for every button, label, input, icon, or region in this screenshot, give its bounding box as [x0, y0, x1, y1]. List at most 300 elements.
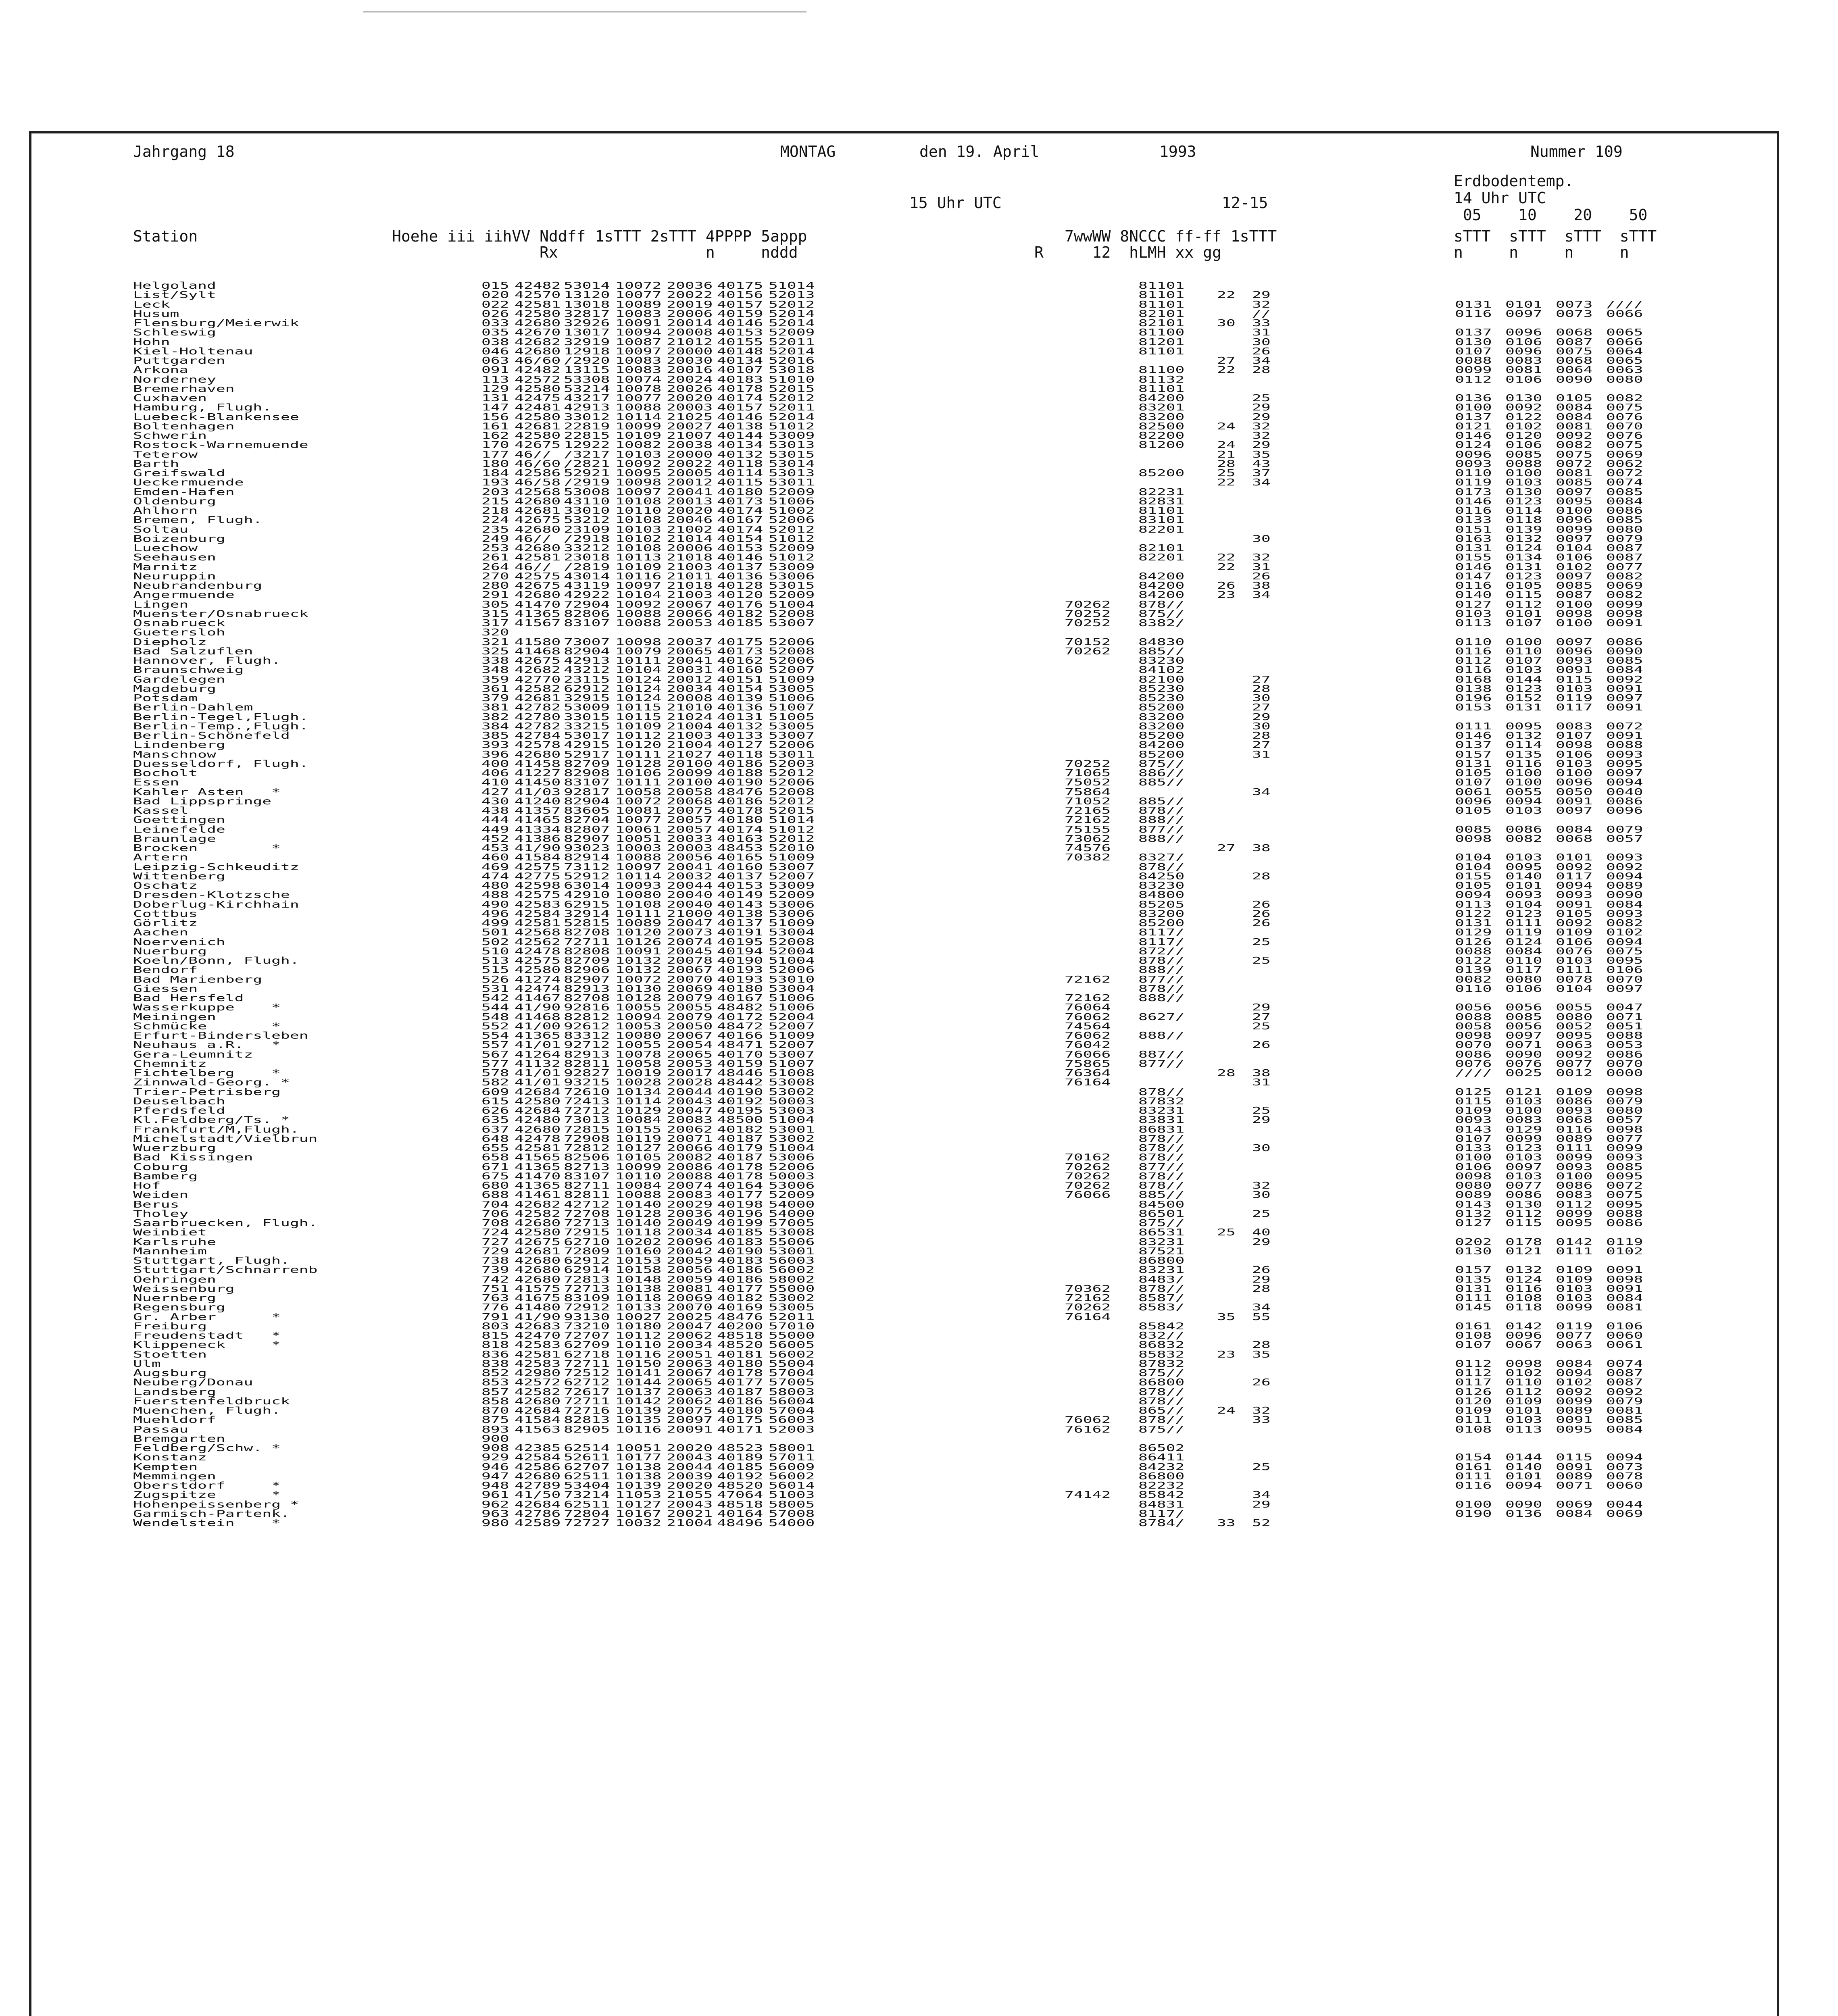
table-cell: 877//: [1138, 974, 1185, 985]
table-cell: 20067: [667, 1368, 713, 1379]
table-cell: Bad Hersfeld: [133, 993, 244, 1004]
table-cell: 10114: [615, 411, 662, 423]
table-cell: 8327/: [1138, 852, 1185, 863]
table-cell: 51006: [769, 496, 815, 507]
table-cell: 41334: [515, 824, 561, 835]
table-cell: 40178: [717, 805, 763, 816]
table-cell: 0084: [1606, 899, 1643, 910]
table-cell: 53005: [769, 683, 815, 694]
table-cell: 10088: [615, 618, 662, 629]
table-cell: 82101: [1138, 318, 1185, 329]
table-cell: 382: [481, 711, 509, 723]
table-cell: 10099: [615, 1161, 662, 1173]
table-cell: 20014: [667, 318, 713, 329]
table-cell: Luebeck-Blankensee: [133, 411, 299, 423]
table-cell: Artern: [133, 852, 189, 863]
table-cell: 10097: [615, 861, 662, 873]
table-cell: 0123: [1505, 496, 1542, 507]
table-cell: 888//: [1138, 964, 1185, 975]
table-cell: 0146: [1455, 496, 1492, 507]
table-cell: 878//: [1138, 1170, 1185, 1182]
table-cell: 0084: [1606, 496, 1643, 507]
table-cell: 81100: [1138, 327, 1185, 338]
table-cell: 82101: [1138, 543, 1185, 554]
table-cell: 31: [1252, 1077, 1271, 1088]
table-cell: 42680: [515, 1274, 561, 1285]
table-cell: 40164: [717, 1180, 763, 1191]
table-cell: 0070: [1606, 1058, 1643, 1069]
table-cell: 48453: [717, 843, 763, 854]
table-cell: 0101: [1505, 1470, 1542, 1482]
table-cell: 21007: [667, 430, 713, 441]
table-cell: 40138: [717, 908, 763, 919]
table-cell: 317: [481, 618, 509, 629]
table-cell: 20054: [667, 1039, 713, 1050]
table-cell: 85230: [1138, 683, 1185, 694]
table-cell: 42680: [515, 1395, 561, 1407]
table-cell: 62912: [564, 683, 610, 694]
table-cell: 40191: [717, 927, 763, 938]
table-cell: 0131: [1505, 561, 1542, 573]
table-cell: 21012: [667, 336, 713, 348]
table-cell: 0080: [1455, 1180, 1492, 1191]
table-cell: 25: [1252, 1461, 1271, 1472]
table-cell: 10150: [615, 1358, 662, 1369]
table-cell: 961: [481, 1489, 509, 1500]
table-cell: 81132: [1138, 374, 1185, 385]
table-cell: 20020: [667, 1480, 713, 1491]
table-cell: /2819: [564, 561, 610, 573]
table-cell: 948: [481, 1480, 509, 1491]
table-cell: 51007: [769, 702, 815, 713]
table-cell: 0057: [1606, 833, 1643, 844]
table-cell: 10106: [615, 768, 662, 779]
table-cell: 72711: [564, 1395, 610, 1407]
table-cell: 499: [481, 918, 509, 929]
table-cell: 28: [1252, 1339, 1271, 1350]
table-cell: 0084: [1606, 1293, 1643, 1304]
table-cell: 70262: [1065, 1180, 1111, 1191]
table-cell: 72162: [1065, 1293, 1111, 1304]
table-cell: 249: [481, 533, 509, 544]
col-heads-2b: 12 hLMH xx gg: [1065, 244, 1221, 261]
table-cell: 452: [481, 833, 509, 844]
table-cell: 8117/: [1138, 936, 1185, 948]
table-cell: 0110: [1505, 955, 1542, 966]
table-cell: 41365: [515, 1180, 561, 1191]
table-cell: 10129: [615, 1105, 662, 1116]
table-cell: 0112: [1505, 1386, 1542, 1397]
table-cell: 42580: [515, 411, 561, 423]
table-cell: 20027: [667, 421, 713, 432]
table-cell: 72713: [564, 1218, 610, 1229]
table-cell: 82201: [1138, 524, 1185, 535]
table-cell: 131: [481, 393, 509, 404]
table-cell: 10128: [615, 758, 662, 769]
table-cell: 10055: [615, 1002, 662, 1013]
table-cell: 20057: [667, 814, 713, 825]
table-cell: 52006: [769, 636, 815, 648]
table-cell: 83200: [1138, 908, 1185, 919]
table-cell: 51012: [769, 533, 815, 544]
table-cell: 0097: [1556, 533, 1593, 544]
table-cell: 52009: [769, 889, 815, 900]
table-cell: 878//: [1138, 983, 1185, 994]
table-cell: 52012: [769, 796, 815, 807]
table-cell: 406: [481, 768, 509, 779]
table-cell: 0143: [1455, 1124, 1492, 1135]
table-cell: 52014: [769, 308, 815, 319]
table-cell: 40180: [717, 814, 763, 825]
table-cell: 42385: [515, 1443, 561, 1454]
table-cell: 635: [481, 1114, 509, 1125]
table-cell: 40185: [717, 1227, 763, 1238]
table-cell: 26: [1252, 908, 1271, 919]
table-cell: 20071: [667, 1133, 713, 1144]
table-cell: 56009: [769, 1461, 815, 1472]
table-cell: 0079: [1606, 533, 1643, 544]
table-cell: 0072: [1606, 468, 1643, 479]
table-cell: 0103: [1556, 1283, 1593, 1294]
table-cell: 20051: [667, 1349, 713, 1360]
table-cell: 0085: [1556, 580, 1593, 591]
table-cell: 0071: [1505, 1039, 1542, 1050]
table-cell: 557: [481, 1039, 509, 1050]
table-cell: 42680: [515, 1218, 561, 1229]
table-cell: 43119: [564, 580, 610, 591]
table-cell: 0095: [1556, 496, 1593, 507]
table-cell: 0082: [1505, 833, 1542, 844]
table-cell: 41240: [515, 796, 561, 807]
table-cell: 0111: [1505, 918, 1542, 929]
table-cell: 21024: [667, 711, 713, 723]
table-cell: 0090: [1556, 374, 1593, 385]
table-cell: 71065: [1065, 768, 1111, 779]
table-cell: Guetersloh: [133, 627, 225, 638]
table-cell: 0082: [1556, 439, 1593, 450]
table-cell: 38: [1252, 843, 1271, 854]
table-cell: 526: [481, 974, 509, 985]
table-cell: 12922: [564, 439, 610, 450]
table-cell: 877//: [1138, 824, 1185, 835]
table-cell: 724: [481, 1227, 509, 1238]
table-cell: 0091: [1556, 899, 1593, 910]
table-cell: 22819: [564, 421, 610, 432]
table-cell: 20100: [667, 777, 713, 788]
table-cell: 0094: [1505, 796, 1542, 807]
table-cell: 0047: [1606, 1002, 1643, 1013]
table-cell: 203: [481, 486, 509, 498]
table-cell: 10092: [615, 599, 662, 610]
table-cell: 82709: [564, 955, 610, 966]
table-cell: 0081: [1556, 468, 1593, 479]
table-cell: 48520: [717, 1480, 763, 1491]
table-cell: 0115: [1556, 1452, 1593, 1463]
table-cell: 41468: [515, 646, 561, 657]
table-cell: 0093: [1556, 1161, 1593, 1173]
col-heads-1: Hoehe iii iihVV Nddff 1sTTT 2sTTT 4PPPP 5appp: [392, 227, 807, 245]
table-cell: 92816: [564, 1002, 610, 1013]
table-cell: 40186: [717, 1274, 763, 1285]
time-12-15: 12-15: [1222, 194, 1268, 212]
table-cell: 10116: [615, 571, 662, 582]
table-cell: 0139: [1505, 524, 1542, 535]
table-cell: 10074: [615, 374, 662, 385]
table-cell: 10077: [615, 393, 662, 404]
table-cell: 338: [481, 655, 509, 666]
table-cell: 21003: [667, 730, 713, 741]
table-cell: 235: [481, 524, 509, 535]
table-cell: 23018: [564, 552, 610, 563]
table-cell: 0114: [1505, 739, 1542, 750]
table-cell: 53214: [564, 383, 610, 394]
table-cell: 40115: [717, 477, 763, 488]
table-cell: Bad Salzuflen: [133, 646, 253, 657]
table-cell: 20063: [667, 1386, 713, 1397]
table-cell: 393: [481, 739, 509, 750]
table-cell: 56014: [769, 1480, 815, 1491]
table-cell: 947: [481, 1470, 509, 1482]
table-cell: 10132: [615, 964, 662, 975]
table-cell: 0119: [1505, 927, 1542, 938]
table-cell: 872//: [1138, 946, 1185, 957]
table-cell: 82711: [564, 1180, 610, 1191]
table-cell: Wittenberg: [133, 871, 225, 882]
table-cell: 23109: [564, 524, 610, 535]
table-cell: 0112: [1505, 599, 1542, 610]
table-cell: 42481: [515, 402, 561, 413]
table-cell: 41365: [515, 608, 561, 619]
table-cell: 82708: [564, 993, 610, 1004]
table-cell: 40153: [717, 543, 763, 554]
table-cell: 81201: [1138, 336, 1185, 348]
table-cell: 0097: [1505, 308, 1542, 319]
table-cell: 25: [1252, 393, 1271, 404]
table-cell: 34: [1252, 1489, 1271, 1500]
table-cell: 20032: [667, 871, 713, 882]
table-cell: 40136: [717, 702, 763, 713]
table-cell: 25: [1217, 468, 1236, 479]
table-cell: Augsburg: [133, 1368, 207, 1379]
table-cell: 0121: [1505, 1245, 1542, 1257]
table-cell: 10103: [615, 449, 662, 460]
table-cell: 0103: [1455, 608, 1492, 619]
table-cell: Neuruppin: [133, 571, 216, 582]
table-cell: 0129: [1455, 927, 1492, 938]
table-cell: 70252: [1065, 608, 1111, 619]
table-cell: 0105: [1556, 393, 1593, 404]
table-cell: 76066: [1065, 1049, 1111, 1060]
table-cell: 0132: [1455, 1208, 1492, 1219]
table-cell: 0078: [1606, 1470, 1643, 1482]
table-cell: 53003: [769, 1105, 815, 1116]
table-cell: Schwerin: [133, 430, 207, 441]
table-cell: Ahlhorn: [133, 505, 198, 516]
table-cell: 0063: [1556, 1039, 1593, 1050]
table-cell: 20069: [667, 983, 713, 994]
table-cell: 113: [481, 374, 509, 385]
table-cell: Erfurt-Bindersleben: [133, 1030, 308, 1041]
table-cell: 0093: [1556, 889, 1593, 900]
table-cell: 40186: [717, 1395, 763, 1407]
date: den 19. April: [919, 143, 1040, 160]
table-cell: 43: [1252, 458, 1271, 469]
table-cell: 42680: [515, 543, 561, 554]
table-cell: 0082: [1606, 571, 1643, 582]
table-cell: Memmingen: [133, 1470, 216, 1482]
table-cell: 42581: [515, 1349, 561, 1360]
table-cell: 0083: [1556, 1189, 1593, 1200]
table-cell: 0063: [1606, 364, 1643, 375]
table-cell: 42681: [515, 1245, 561, 1257]
table-cell: 20025: [667, 1311, 713, 1322]
table-cell: 878//: [1138, 955, 1185, 966]
table-cell: Stuttgart/Schnarrenb: [133, 1264, 318, 1275]
table-cell: 10111: [615, 749, 662, 760]
table-cell: 20063: [667, 1358, 713, 1369]
table-cell: Puttgarden: [133, 355, 225, 366]
table-cell: 86502: [1138, 1443, 1185, 1454]
table-cell: 838: [481, 1358, 509, 1369]
table-cell: 40170: [717, 1049, 763, 1060]
table-cell: 10127: [615, 1499, 662, 1510]
table-cell: 42562: [515, 936, 561, 948]
table-cell: 20078: [667, 955, 713, 966]
table-cell: 0091: [1606, 702, 1643, 713]
table-cell: 52917: [564, 749, 610, 760]
table-cell: 815: [481, 1330, 509, 1341]
table-cell: 21027: [667, 749, 713, 760]
table-cell: 42568: [515, 486, 561, 498]
table-cell: Chemnitz: [133, 1058, 207, 1069]
table-cell: Greifswald: [133, 468, 225, 479]
table-cell: 29: [1252, 711, 1271, 723]
table-cell: 52012: [769, 833, 815, 844]
table-cell: 0068: [1556, 355, 1593, 366]
table-cell: 542: [481, 993, 509, 1004]
table-cell: 708: [481, 1218, 509, 1229]
table-cell: 42581: [515, 1143, 561, 1154]
table-cell: 015: [481, 280, 509, 291]
table-cell: 0102: [1556, 561, 1593, 573]
table-cell: 10124: [615, 674, 662, 685]
table-cell: 0077: [1505, 1180, 1542, 1191]
table-cell: 83605: [564, 805, 610, 816]
table-cell: 85205: [1138, 899, 1185, 910]
table-cell: 53009: [769, 561, 815, 573]
table-cell: 20079: [667, 993, 713, 1004]
table-cell: 83109: [564, 1293, 610, 1304]
table-cell: 87832: [1138, 1095, 1185, 1107]
table-cell: 0161: [1455, 1320, 1492, 1332]
table-cell: 0076: [1606, 411, 1643, 423]
table-cell: 72617: [564, 1386, 610, 1397]
table-cell: 0040: [1606, 786, 1643, 798]
table-cell: 0103: [1505, 852, 1542, 863]
table-cell: 0110: [1455, 636, 1492, 648]
table-cell: 51004: [769, 1114, 815, 1125]
table-cell: 40187: [717, 1133, 763, 1144]
table-cell: 0080: [1606, 1105, 1643, 1116]
table-cell: 20019: [667, 299, 713, 310]
table-cell: 23115: [564, 674, 610, 685]
table-cell: 10088: [615, 852, 662, 863]
table-cell: 885//: [1138, 1189, 1185, 1200]
table-cell: 21055: [667, 1489, 713, 1500]
table-cell: 25: [1217, 1227, 1236, 1238]
table-cell: 10113: [615, 552, 662, 563]
table-cell: 40160: [717, 664, 763, 675]
table-cell: 73013: [564, 1114, 610, 1125]
table-cell: 0112: [1455, 655, 1492, 666]
table-cell: 10088: [615, 402, 662, 413]
table-cell: 325: [481, 646, 509, 657]
table-cell: 28: [1252, 1283, 1271, 1294]
table-cell: 626: [481, 1105, 509, 1116]
table-cell: 496: [481, 908, 509, 919]
table-cell: 10082: [615, 439, 662, 450]
table-cell: Bamberg: [133, 1170, 198, 1182]
table-cell: 22: [1217, 552, 1236, 563]
table-cell: 82500: [1138, 421, 1185, 432]
table-cell: 946: [481, 1461, 509, 1472]
table-cell: 53006: [769, 908, 815, 919]
table-cell: 20031: [667, 664, 713, 675]
table-cell: 0116: [1505, 758, 1542, 769]
table-cell: Weissenburg: [133, 1283, 235, 1294]
table-cell: 10099: [615, 421, 662, 432]
table-cell: 20058: [667, 786, 713, 798]
table-cell: 0088: [1606, 1208, 1643, 1219]
table-cell: 0057: [1606, 1114, 1643, 1125]
table-cell: 0069: [1606, 449, 1643, 460]
table-cell: 10097: [615, 346, 662, 357]
table-cell: 10114: [615, 1095, 662, 1107]
table-cell: 0107: [1455, 1339, 1492, 1350]
table-cell: 34: [1252, 477, 1271, 488]
table-cell: Arkona: [133, 364, 189, 375]
table-cell: 55006: [769, 1236, 815, 1248]
table-cell: 0055: [1556, 1002, 1593, 1013]
table-cell: 20036: [667, 280, 713, 291]
table-cell: 8627/: [1138, 1011, 1185, 1023]
table-cell: 71052: [1065, 796, 1111, 807]
table-cell: 55000: [769, 1330, 815, 1341]
table-cell: 42578: [515, 739, 561, 750]
table-cell: 0086: [1606, 636, 1643, 648]
table-cell: 40175: [717, 280, 763, 291]
table-cell: 26: [1252, 918, 1271, 929]
table-cell: 0062: [1606, 458, 1643, 469]
table-cell: 10112: [615, 1330, 662, 1341]
table-cell: 34: [1252, 589, 1271, 600]
table-cell: 381: [481, 702, 509, 713]
table-cell: 0067: [1505, 1339, 1542, 1350]
table-cell: 0070: [1606, 421, 1643, 432]
table-cell: 033: [481, 318, 509, 329]
table-cell: 0088: [1455, 1011, 1492, 1023]
table-cell: 40144: [717, 430, 763, 441]
table-cell: 885//: [1138, 646, 1185, 657]
table-cell: 10137: [615, 1386, 662, 1397]
table-cell: 41/50: [515, 1489, 561, 1500]
table-cell: 0094: [1505, 1480, 1542, 1491]
table-cell: 58002: [769, 1274, 815, 1285]
table-cell: 53010: [769, 974, 815, 985]
table-cell: 0103: [1505, 1170, 1542, 1182]
table-cell: 40131: [717, 711, 763, 723]
table-cell: 51005: [769, 711, 815, 723]
